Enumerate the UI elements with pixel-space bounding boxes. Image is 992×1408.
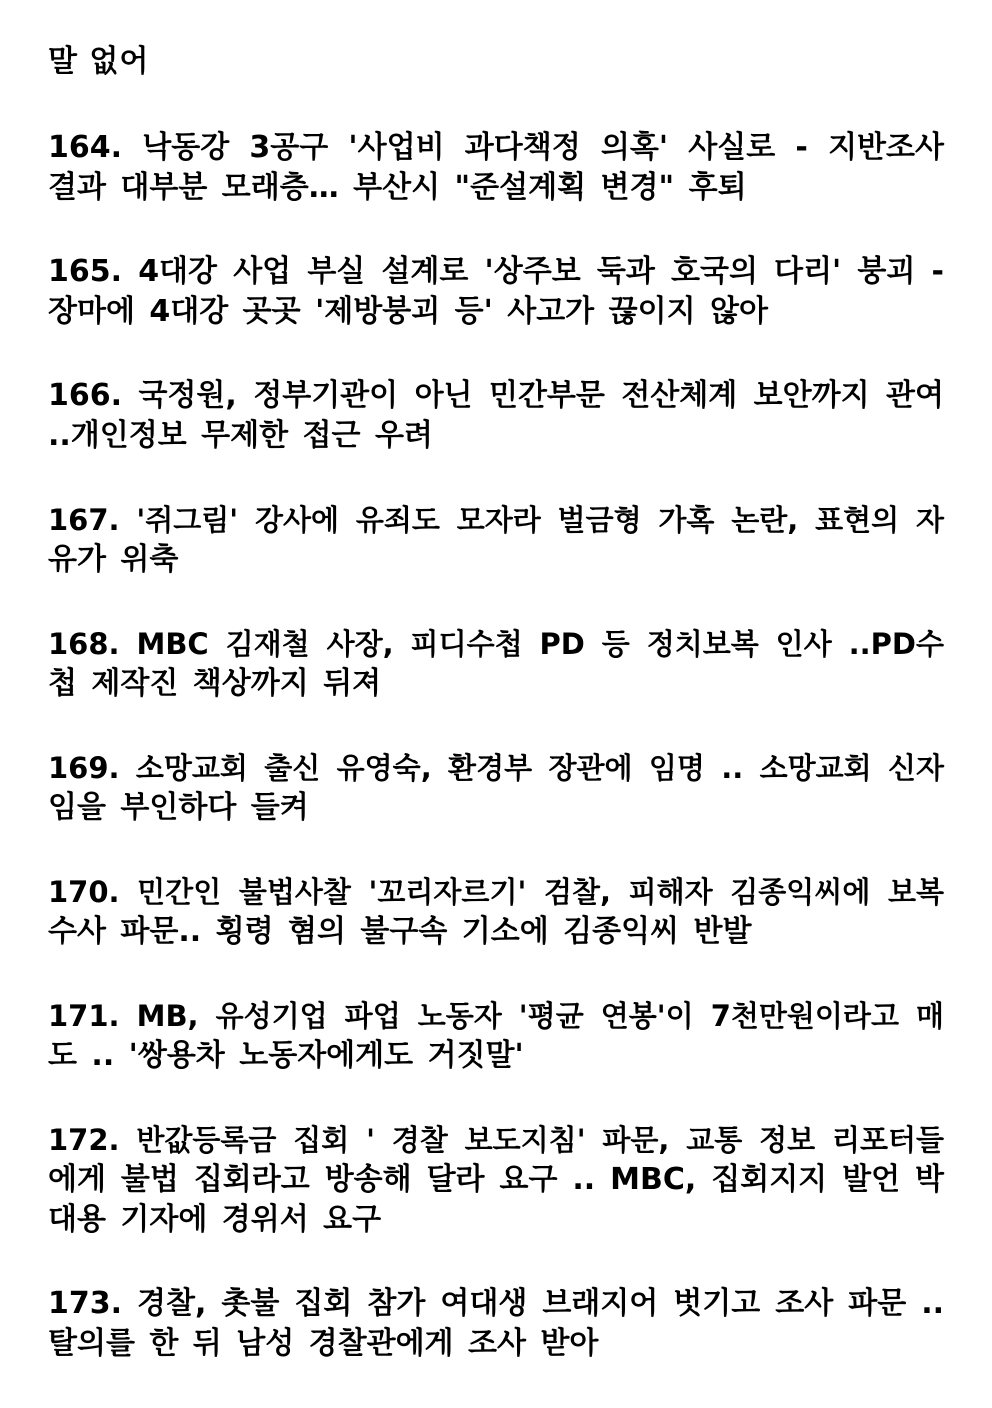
entry-line: 탈의를 한 뒤 남성 경찰관에게 조사 받아 xyxy=(48,1326,599,1361)
entry-line: 결과 대부분 모래층… 부산시 "준설계획 변경" 후퇴 xyxy=(48,170,747,205)
entry-line: 도 .. '쌍용차 노동자에게도 거짓말' xyxy=(48,1038,524,1073)
entry-169 xyxy=(48,748,944,828)
entry-173 xyxy=(48,1284,944,1364)
entry-164 xyxy=(48,128,944,208)
entry-line: 167. '쥐그림' 강사에 유죄도 모자라 벌금형 가혹 논란, 표현의 자 xyxy=(48,503,944,537)
entry-line: 첩 제작진 책상까지 뒤져 xyxy=(48,666,382,701)
entry-171 xyxy=(48,996,944,1076)
document-page xyxy=(48,42,944,1408)
entry-line: 170. 민간인 불법사찰 '꼬리자르기' 검찰, 피해자 김종익씨에 보복 xyxy=(48,875,944,909)
entry-165 xyxy=(48,252,944,332)
entry-line: 165. 4대강 사업 부실 설계로 '상주보 둑과 호국의 다리' 붕괴 - xyxy=(48,254,944,289)
entry-170 xyxy=(48,872,944,952)
entry-line: 172. 반값등록금 집회 ' 경찰 보도지침' 파문, 교통 정보 리포터들 xyxy=(48,1123,944,1157)
entry-line: 169. 소망교회 출신 유영숙, 환경부 장관에 임명 .. 소망교회 신자 xyxy=(48,751,944,785)
entry-line: 164. 낙동강 3공구 '사업비 과다책정 의혹' 사실로 - 지반조사 xyxy=(48,130,944,165)
entry-line: 임을 부인하다 들켜 xyxy=(48,790,309,825)
intro-text: 말 없어 xyxy=(48,44,150,79)
entry-line: 166. 국정원, 정부기관이 아닌 민간부문 전산체계 보안까지 관여 xyxy=(48,378,944,413)
entry-line: 수사 파문.. 횡령 혐의 불구속 기소에 김종익씨 반발 xyxy=(48,914,752,949)
entry-167 xyxy=(48,500,944,580)
entry-line: 장마에 4대강 곳곳 '제방붕괴 등' 사고가 끊이지 않아 xyxy=(48,294,768,329)
entry-166 xyxy=(48,376,944,456)
entry-line: 173. 경찰, 촛불 집회 참가 여대생 브래지어 벗기고 조사 파문 .. xyxy=(48,1286,944,1321)
entry-line: 에게 불법 집회라고 방송해 달라 요구 .. MBC, 집회지지 발언 박 xyxy=(48,1162,944,1197)
entry-line: 171. MB, 유성기업 파업 노동자 '평균 연봉'이 7천만원이라고 매 xyxy=(48,999,944,1033)
entry-line: 168. MBC 김재철 사장, 피디수첩 PD 등 정치보복 인사 ..PD수 xyxy=(48,627,944,661)
entry-line: 유가 위축 xyxy=(48,542,179,577)
entry-line: ..개인정보 무제한 접근 우려 xyxy=(48,418,433,453)
entry-172 xyxy=(48,1120,944,1240)
entry-168 xyxy=(48,624,944,704)
entry-line: 대용 기자에 경위서 요구 xyxy=(48,1202,382,1237)
